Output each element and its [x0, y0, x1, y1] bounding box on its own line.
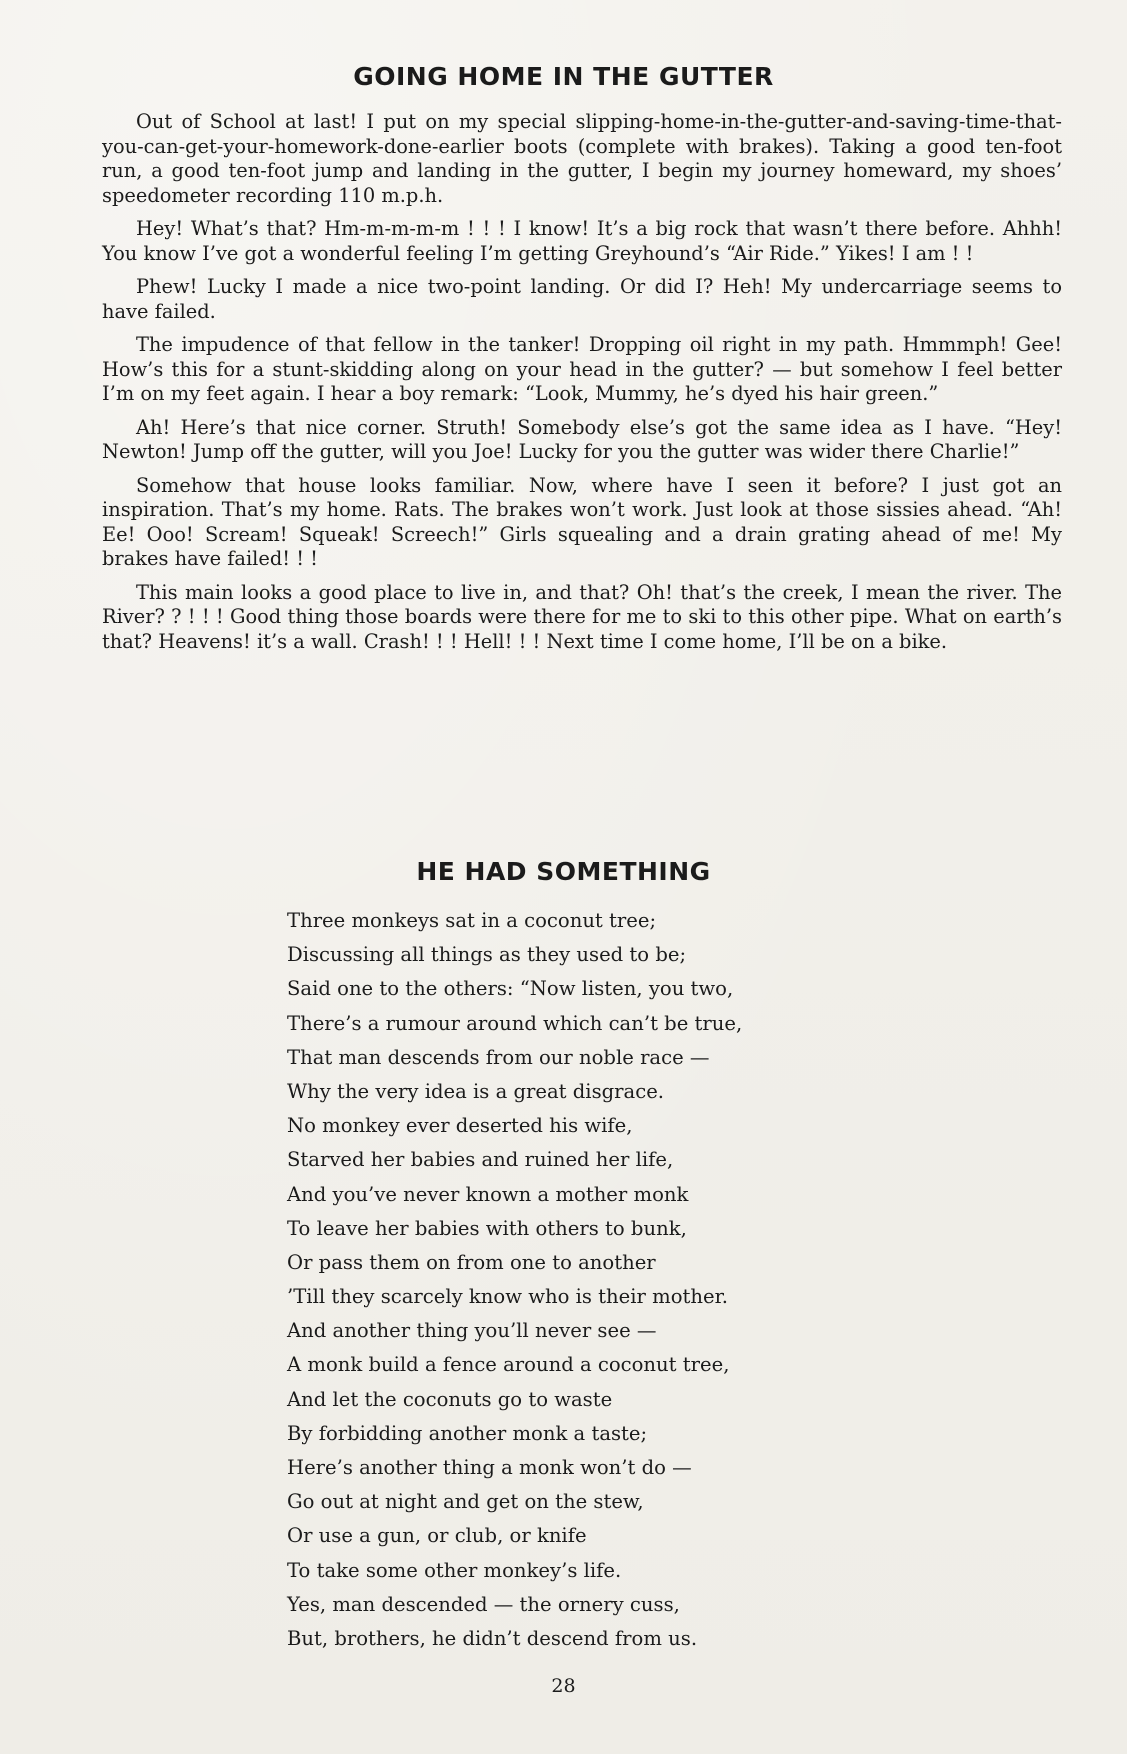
poem-line: And let the coconuts go to waste [287, 1387, 613, 1411]
poem-line: Starved her babies and ruined her life, [287, 1148, 674, 1172]
poem-line: And you’ve never known a mother monk [287, 1182, 689, 1206]
article-title: GOING HOME IN THE GUTTER [353, 62, 774, 91]
paragraph: Somehow that house looks familiar. Now, where have I seen it before? I just got an inspiration. That’s my home. Rats. The brakes won’t work. Just look at those sissies ahead. “Ah! Ee! Ooo! Scream! Squeak! Screech!” Girls squealing and a drain grating ahead of me! My brakes have failed! ! ! [102, 473, 1062, 570]
paragraph: Out of School at last! I put on my special slipping-home-in-the-gutter-and-saving-time-that-you-can-get-your-homework-done-earlier boots (complete with brakes). Taking a good ten-foot run, a good ten-foot jump and landing in the gutter, I begin my journey homeward, my shoes’ speedometer recording 110 m.p.h. [102, 110, 1062, 207]
poem-line: Go out at night and get on the stew, [287, 1490, 644, 1514]
poem-line: Discussing all things as they used to be; [287, 943, 687, 967]
paragraph: Phew! Lucky I made a nice two-point landing. Or did I? Heh! My undercarriage seems to have failed. [102, 275, 1062, 323]
poem-line: To take some other monkey’s life. [287, 1558, 622, 1582]
poem-line: ’Till they scarcely know who is their mother. [287, 1285, 729, 1309]
poem-line: But, brothers, he didn’t descend from us. [287, 1626, 698, 1650]
poem-line: And another thing you’ll never see — [287, 1319, 657, 1343]
article-body [102, 110, 1062, 663]
poem-line: Here’s another thing a monk won’t do — [287, 1456, 692, 1479]
poem-line: To leave her babies with others to bunk, [287, 1216, 687, 1240]
poem-line: Or use a gun, or club, or knife [287, 1524, 587, 1548]
paragraph: Hey! What’s that? Hm-m-m-m-m ! ! ! I know! It’s a big rock that wasn’t there before. Ahhh! You know I’ve got a wonderful feeling I’m getting Greyhound’s “Air Ride.” Yikes! I am ! ! [102, 217, 1062, 265]
page-number: 28 [551, 1675, 576, 1697]
poem-line: Yes, man descended — the ornery cuss, [287, 1592, 680, 1616]
poem-title: HE HAD SOMETHING [416, 857, 711, 886]
paragraph: Ah! Here’s that nice corner. Struth! Somebody else’s got the same idea as I have. “Hey! Newton! Jump off the gutter, will you Joe! Lucky for you the gutter was wider there Charlie!” [102, 415, 1062, 463]
poem-line: A monk build a fence around a coconut tree, [287, 1353, 730, 1377]
poem-line: That man descends from our noble race — [287, 1045, 710, 1069]
poem-line: By forbidding another monk a taste; [287, 1421, 648, 1445]
poem-line: No monkey ever deserted his wife, [287, 1114, 633, 1138]
paragraph: This main looks a good place to live in, and that? Oh! that’s the creek, I mean the river. The River? ? ! ! ! Good thing those boards were there for me to ski to this other pipe. What on earth’s that? Heavens! it’s a wall. Crash! ! ! Hell! ! ! Next time I come home, I’ll be on a bike. [102, 580, 1062, 653]
poem-line: Why the very idea is a great disgrace. [287, 1079, 665, 1103]
poem-line: Said one to the others: “Now listen, you two, [287, 977, 734, 1001]
poem-line: Or pass them on from one to another [287, 1250, 656, 1274]
poem-line: There’s a rumour around which can’t be true, [287, 1011, 743, 1035]
paragraph: The impudence of that fellow in the tanker! Dropping oil right in my path. Hmmmph! Gee! How’s this for a stunt-skidding along on your head in the gutter? — but somehow I feel better I’m on my feet again. I hear a boy remark: “Look, Mummy, he’s dyed his hair green.” [102, 333, 1062, 405]
poem-line: Three monkeys sat in a coconut tree; [287, 909, 657, 932]
poem-body [287, 904, 947, 1656]
